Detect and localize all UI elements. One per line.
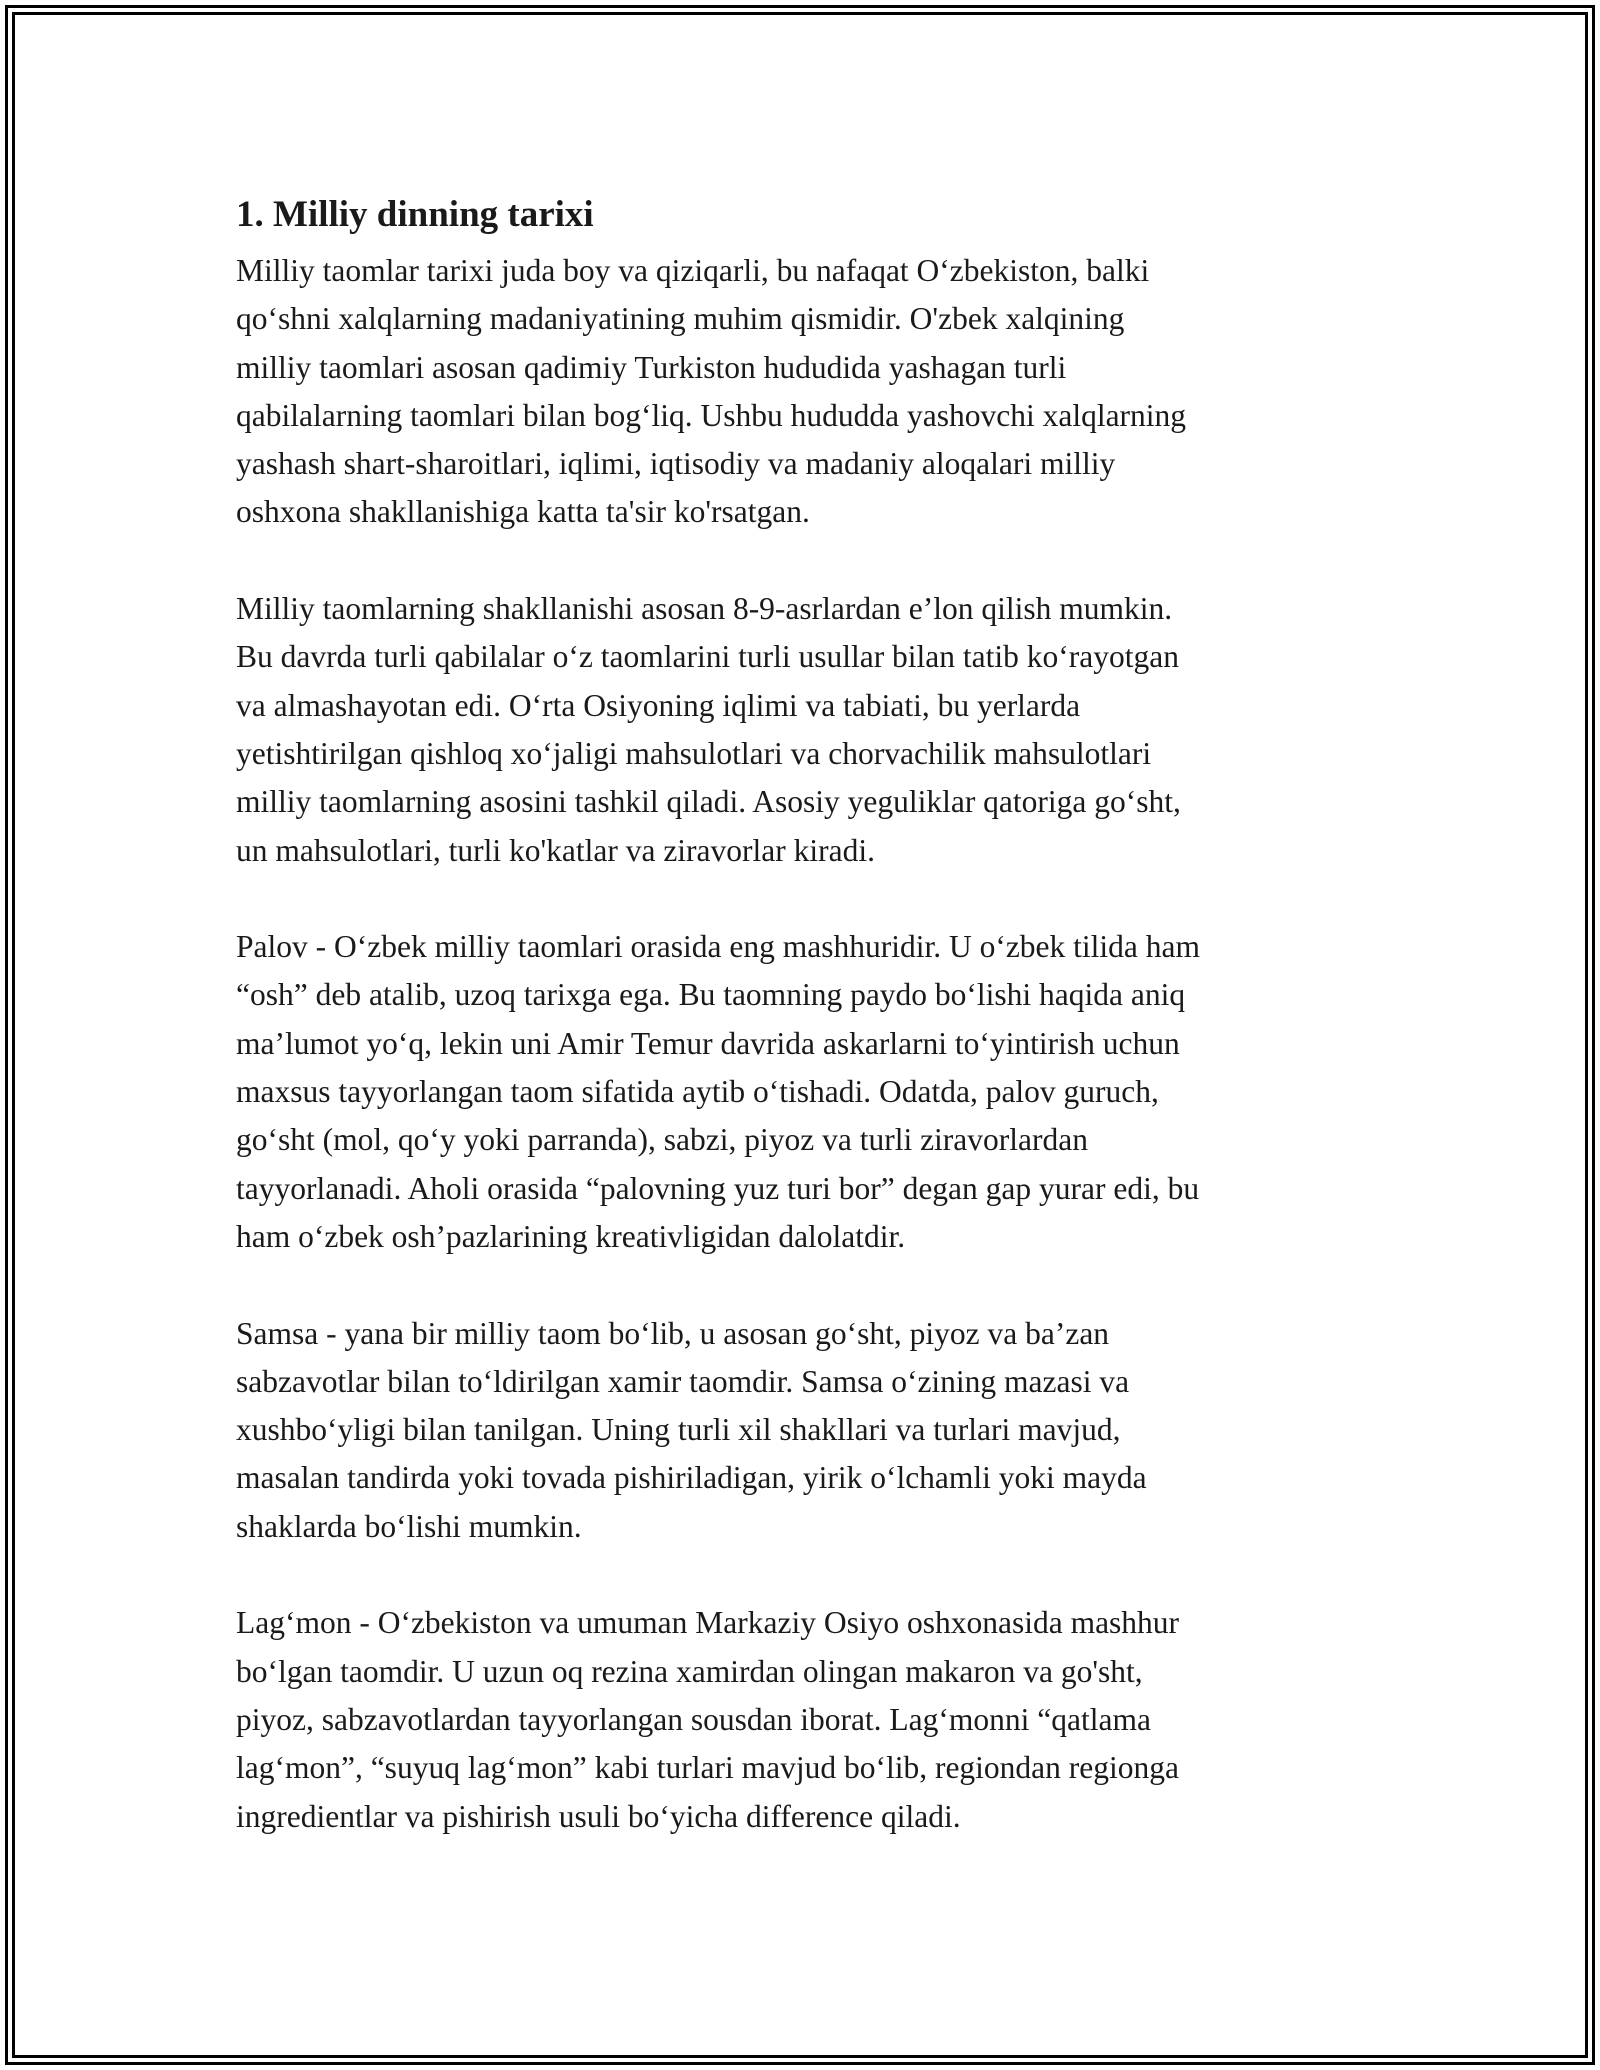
section-heading: 1. Milliy dinning tarixi — [236, 194, 594, 235]
paragraph-palov: Palov - O‘zbek milliy taomlari orasida eng mashhuridir. U o‘zbek tilida ham “osh” deb atalib, uzoq tarixga ega. Bu taomning paydo bo‘lishi haqida aniq ma’lumot yo‘q, lekin uni Amir Temur davrida askarlarni to‘yintirish uchun maxsus tayyorlangan taom sifatida aytib o‘tishadi. Odatda, palov guruch, go‘sht (mol, qo‘y yoki parranda), sabzi, piyoz va turli ziravorlardan tayyorlanadi. Aholi orasida “palovning yuz turi bor” degan gap yurar edi, bu ham o‘zbek osh’pazlarining kreativligidan dalolatdir. — [236, 929, 1201, 1254]
paragraph-samsa: Samsa - yana bir milliy taom bo‘lib, u asosan go‘sht, piyoz va ba’zan sabzavotlar bilan to‘ldirilgan xamir taomdir. Samsa o‘zining mazasi va xushbo‘yligi bilan tanilgan. Uning turli xil shakllari va turlari mavjud, masalan tandirda yoki tovada pishiriladigan, yirik o‘lchamli yoki mayda shaklarda bo‘lishi mumkin. — [236, 1315, 1147, 1544]
paragraph-lagmon: Lag‘mon - O‘zbekiston va umuman Markaziy Osiyo oshxonasida mashhur bo‘lgan taomdir. U uzun oq rezina xamirdan olingan makaron va go'sht, piyoz, sabzavotlardan tayyorlangan sousdan iborat. Lag‘monni “qatlama lag‘mon”, “suyuq lag‘mon” kabi turlari mavjud bo‘lib, regiondan regionga ingredientlar va pishirish usuli bo‘yicha difference qiladi. — [236, 1605, 1180, 1834]
paragraph-formation: Milliy taomlarning shakllanishi asosan 8-9-asrlardan e’lon qilish mumkin. Bu davrda turli qabilalar o‘z taomlarini turli usullar bilan tatib ko‘rayotgan va almashayotan edi. O‘rta Osiyoning iqlimi va tabiati, bu yerlarda yetishtirilgan qishloq xo‘jaligi mahsulotlari va chorvachilik mahsulotlari milliy taomlarning asosini tashkil qiladi. Asosiy yeguliklar qatoriga go‘sht, un mahsulotlari, turli ko'katlar va ziravorlar kiradi. — [236, 591, 1181, 868]
paragraph-history: Milliy taomlar tarixi juda boy va qiziqarli, bu nafaqat O‘zbekiston, balki qo‘shni xalqlarning madaniyatining muhim qismidir. O'zbek xalqining milliy taomlari asosan qadimiy Turkiston hududida yashagan turli qabilalarning taomlari bilan bog‘liq. Ushbu hududda yashovchi xalqlarning yashash shart-sharoitlari, iqlimi, iqtisodiy va madaniy aloqalari milliy oshxona shakllanishiga katta ta'sir ko'rsatgan. — [236, 253, 1187, 530]
document-body — [236, 185, 1386, 1889]
